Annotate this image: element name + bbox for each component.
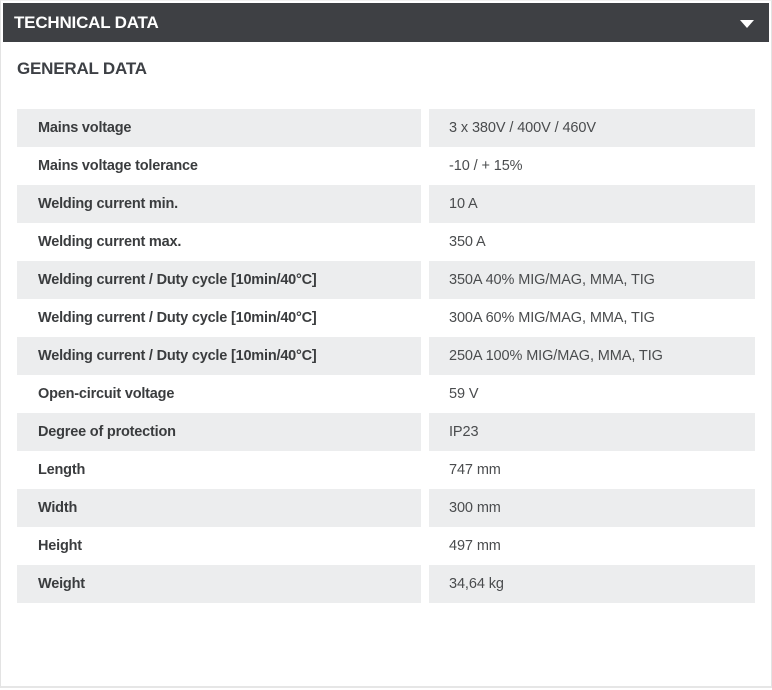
spec-value: 34,64 kg bbox=[429, 565, 755, 603]
table-row bbox=[17, 527, 755, 565]
spec-value: 250A 100% MIG/MAG, MMA, TIG bbox=[429, 337, 755, 375]
spec-label: Degree of protection bbox=[17, 413, 421, 451]
table-row bbox=[17, 565, 755, 603]
section-heading: GENERAL DATA bbox=[17, 59, 147, 78]
spec-label: Welding current / Duty cycle [10min/40°C] bbox=[17, 299, 421, 337]
table-row bbox=[17, 109, 755, 147]
table-row bbox=[17, 261, 755, 299]
spec-label: Open-circuit voltage bbox=[17, 375, 421, 413]
table-row bbox=[17, 375, 755, 413]
spec-value: 300 mm bbox=[429, 489, 755, 527]
table-row bbox=[17, 299, 755, 337]
panel-header[interactable] bbox=[3, 3, 769, 42]
chevron-down-icon[interactable] bbox=[740, 20, 754, 28]
table-row bbox=[17, 451, 755, 489]
spec-label: Mains voltage tolerance bbox=[17, 147, 421, 185]
spec-table bbox=[17, 109, 755, 603]
panel-title: TECHNICAL DATA bbox=[14, 12, 159, 32]
spec-value: 300A 60% MIG/MAG, MMA, TIG bbox=[429, 299, 755, 337]
spec-value: 497 mm bbox=[429, 527, 755, 565]
spec-label: Welding current max. bbox=[17, 223, 421, 261]
table-row bbox=[17, 413, 755, 451]
spec-label: Mains voltage bbox=[17, 109, 421, 147]
spec-label: Welding current / Duty cycle [10min/40°C] bbox=[17, 337, 421, 375]
spec-label: Height bbox=[17, 527, 421, 565]
table-row bbox=[17, 185, 755, 223]
spec-value: 350A 40% MIG/MAG, MMA, TIG bbox=[429, 261, 755, 299]
spec-value: 59 V bbox=[429, 375, 755, 413]
table-row bbox=[17, 147, 755, 185]
table-row bbox=[17, 223, 755, 261]
spec-value: -10 / + 15% bbox=[429, 147, 755, 185]
spec-value: 350 A bbox=[429, 223, 755, 261]
spec-label: Weight bbox=[17, 565, 421, 603]
table-row bbox=[17, 337, 755, 375]
spec-label: Welding current min. bbox=[17, 185, 421, 223]
spec-value: 747 mm bbox=[429, 451, 755, 489]
spec-label: Welding current / Duty cycle [10min/40°C] bbox=[17, 261, 421, 299]
spec-value: IP23 bbox=[429, 413, 755, 451]
table-row bbox=[17, 489, 755, 527]
spec-label: Width bbox=[17, 489, 421, 527]
spec-value: 10 A bbox=[429, 185, 755, 223]
spec-label: Length bbox=[17, 451, 421, 489]
spec-value: 3 x 380V / 400V / 460V bbox=[429, 109, 755, 147]
